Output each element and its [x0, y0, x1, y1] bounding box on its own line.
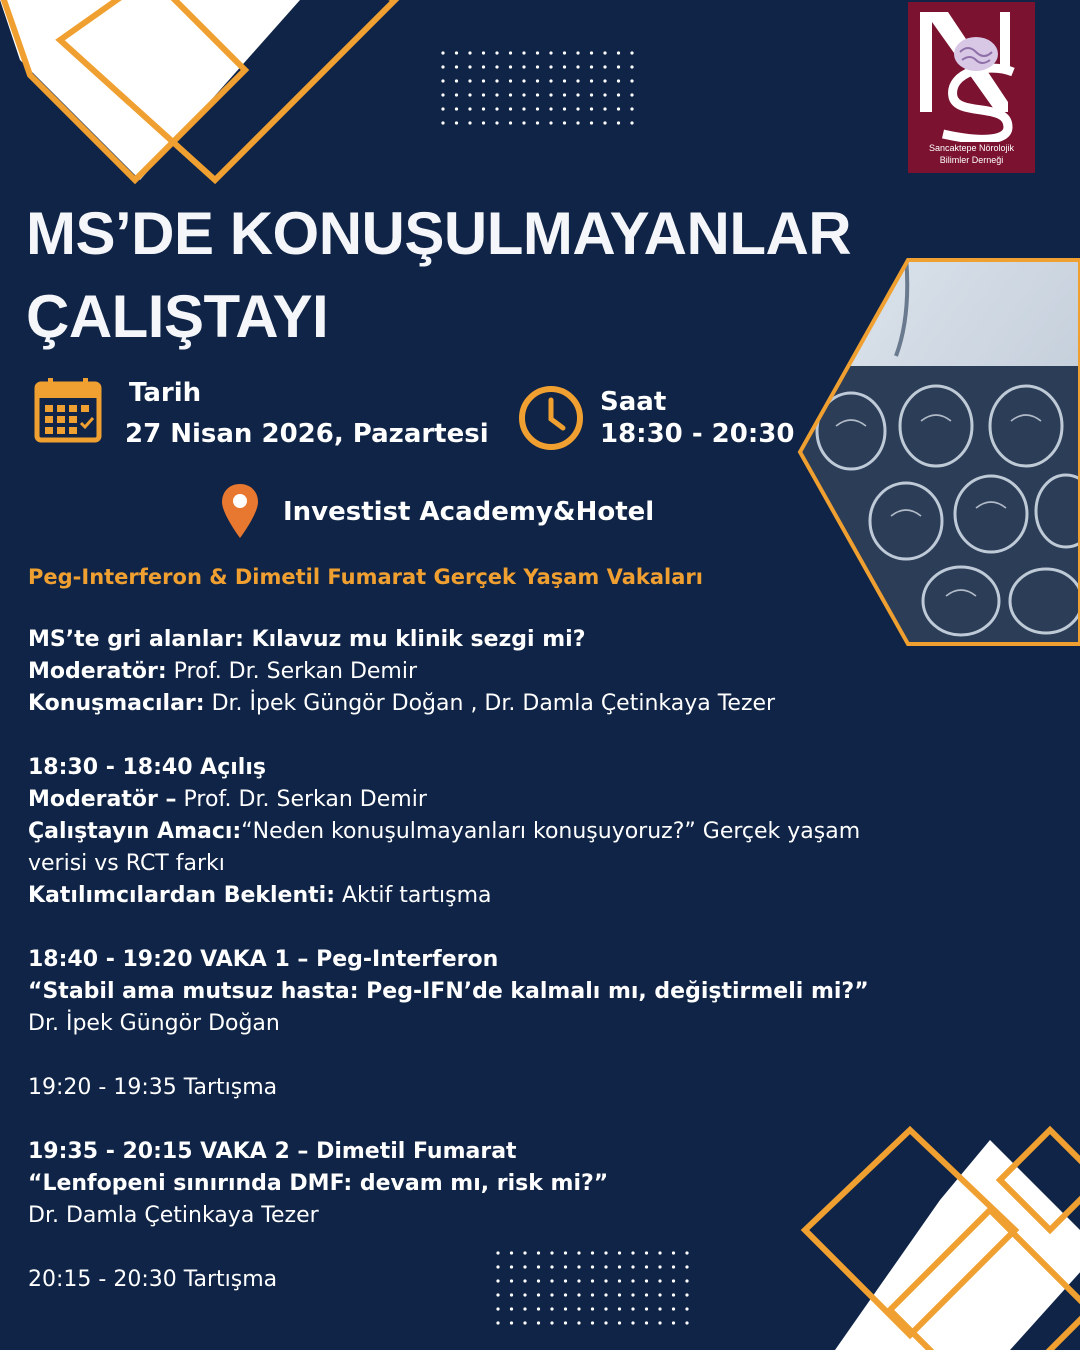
mri-scan-hexagon-image — [796, 256, 1080, 648]
clock-icon — [517, 384, 585, 452]
case2-speaker: Dr. Damla Çetinkaya Tezer — [28, 1203, 319, 1228]
panel-title: MS’te gri alanlar: Kılavuz mu klinik sezgi mi? — [28, 627, 586, 652]
venue-value: Investist Academy&Hotel — [283, 497, 655, 527]
decorative-dot-grid-bottom — [495, 1250, 695, 1330]
case1-speaker: Dr. İpek Güngör Doğan — [28, 1011, 280, 1036]
case1-discussion: 19:20 - 19:35 Tartışma — [28, 1075, 278, 1100]
title-line2: ÇALIŞTAYI — [26, 283, 329, 350]
case1-quote: “Stabil ama mutsuz hasta: Peg-IFN’de kalmalı mı, değiştirmeli mi?” — [28, 979, 869, 1004]
location-pin-icon — [220, 482, 260, 540]
association-logo — [908, 2, 1035, 173]
time-label: Saat — [600, 387, 667, 417]
title-line1: MS’DE KONUŞULMAYANLAR — [26, 200, 852, 267]
case1-title: 18:40 - 19:20 VAKA 1 – Peg-Interferon — [28, 947, 499, 972]
time-value: 18:30 - 20:30 — [600, 419, 795, 449]
opening-expect-label: Katılımcılardan Beklenti: — [28, 883, 335, 908]
case2-title: 19:35 - 20:15 VAKA 2 – Dimetil Fumarat — [28, 1139, 517, 1164]
opening-aim-line1: “Neden konuşulmayanları konuşuyoruz?” Gerçek yaşam — [241, 819, 861, 844]
logo-name-line1: Sancaktepe Nörolojik — [928, 143, 1015, 153]
case2-quote: “Lenfopeni sınırında DMF: devam mı, risk mi?” — [28, 1171, 609, 1196]
opening-aim-line2: verisi vs RCT farkı — [28, 851, 225, 876]
case2-discussion: 20:15 - 20:30 Tartışma — [28, 1267, 278, 1292]
date-label: Tarih — [129, 378, 202, 408]
page-title — [26, 192, 926, 358]
opening-title: 18:30 - 18:40 Açılış — [28, 755, 266, 780]
panel-speakers: Dr. İpek Güngör Doğan , Dr. Damla Çetinkaya Tezer — [204, 691, 776, 716]
decorative-diamonds-top-left — [0, 0, 400, 200]
date-value: 27 Nisan 2026, Pazartesi — [125, 419, 489, 449]
opening-moderator-label: Moderatör – — [28, 787, 177, 812]
calendar-icon — [34, 376, 102, 444]
opening-expect: Aktif tartışma — [335, 883, 492, 908]
panel-moderator: Prof. Dr. Serkan Demir — [166, 659, 418, 684]
panel-speakers-label: Konuşmacılar: — [28, 691, 205, 716]
logo-name-line2: Bilimler Derneği — [939, 155, 1004, 165]
decorative-diamonds-bottom-right — [760, 1120, 1080, 1350]
panel-moderator-label: Moderatör: — [28, 659, 167, 684]
opening-aim-label: Çalıştayın Amacı: — [28, 819, 242, 844]
brain-ns-monogram-icon — [908, 2, 1035, 142]
opening-moderator: Prof. Dr. Serkan Demir — [176, 787, 427, 812]
program-subtitle: Peg-Interferon & Dimetil Fumarat Gerçek Yaşam Vakaları — [28, 565, 703, 589]
decorative-dot-grid-top — [440, 50, 640, 130]
